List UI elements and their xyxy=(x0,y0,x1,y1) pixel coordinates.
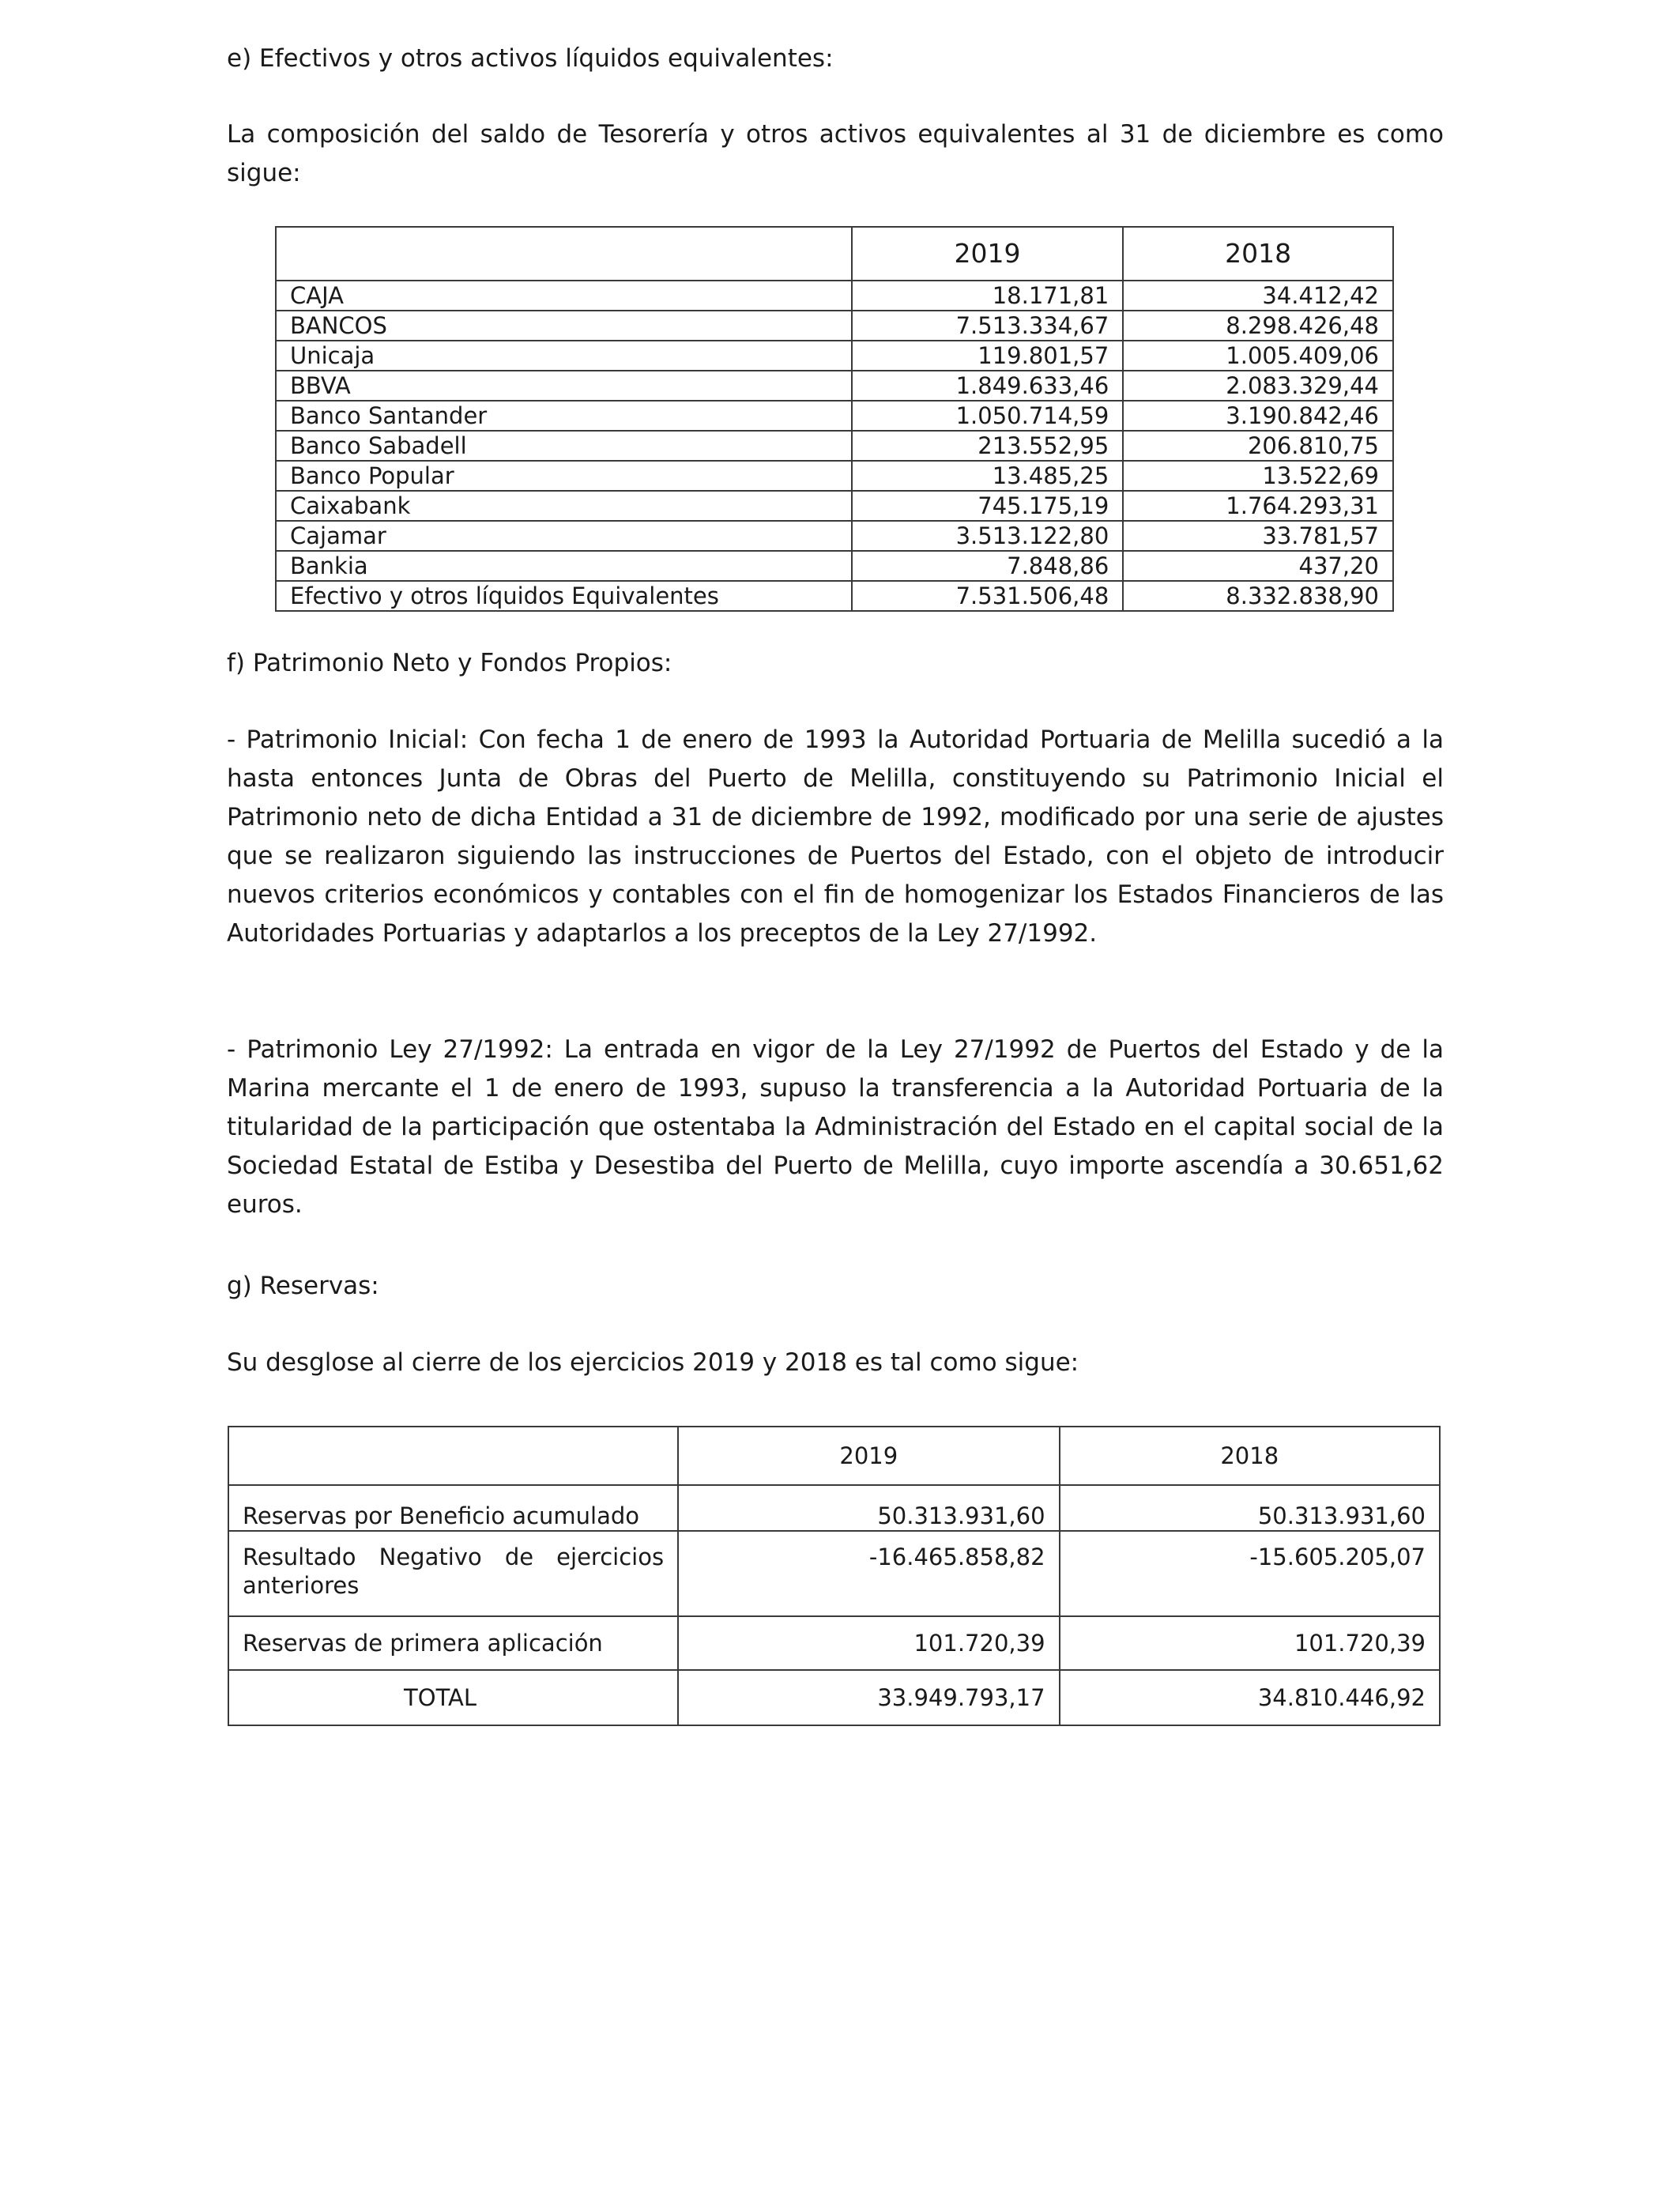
header-cell-2019: 2019 xyxy=(678,1427,1059,1485)
section-g-heading: g) Reservas: xyxy=(227,1272,379,1300)
table-row xyxy=(276,401,1393,431)
value-2018: 437,20 xyxy=(1123,551,1393,581)
value-2018: 34.412,42 xyxy=(1123,281,1393,311)
value-2018: 2.083.329,44 xyxy=(1123,371,1393,401)
value-2018: 206.810,75 xyxy=(1123,431,1393,461)
table-header-row xyxy=(228,1427,1440,1485)
value-2018: 1.005.409,06 xyxy=(1123,341,1393,371)
total-row xyxy=(228,1670,1440,1725)
value-2019: 1.050.714,59 xyxy=(852,401,1124,431)
section-g-intro: Su desglose al cierre de los ejercicios 2019 y 2018 es tal como sigue: xyxy=(227,1348,1079,1377)
row-label: Bankia xyxy=(276,551,852,581)
value-2018: 8.332.838,90 xyxy=(1123,581,1393,611)
value-2019: 7.531.506,48 xyxy=(852,581,1124,611)
table-row xyxy=(276,461,1393,491)
value-2019: 745.175,19 xyxy=(852,491,1124,521)
value-2018: 50.313.931,60 xyxy=(1060,1485,1440,1531)
table-row xyxy=(276,311,1393,341)
row-label: Reservas de primera aplicación xyxy=(228,1616,678,1670)
table-row xyxy=(228,1531,1440,1616)
table-row xyxy=(276,491,1393,521)
row-label: TOTAL xyxy=(228,1670,678,1725)
row-label: BBVA xyxy=(276,371,852,401)
value-2019: 7.513.334,67 xyxy=(852,311,1124,341)
row-label: Banco Sabadell xyxy=(276,431,852,461)
row-label: Cajamar xyxy=(276,521,852,551)
section-f-paragraph-1: - Patrimonio Inicial: Con fecha 1 de enero de 1993 la Autoridad Portuaria de Melilla sucedió a la hasta entonces Junta de Obras del Puerto de Melilla, constituyendo su Patrimonio Inicial el Patrimonio neto de dicha Entidad a 31 de diciembre de 1992, modificado por una serie de ajustes que se realizaron siguiendo las instrucciones de Puertos del Estado, con el objeto de introducir nuevos criterios económicos y contables con el fin de homogenizar los Estados Financieros de las Autoridades Portuarias y adaptarlos a los preceptos de la Ley 27/1992. xyxy=(227,726,1444,948)
value-2019: 1.849.633,46 xyxy=(852,371,1124,401)
header-cell-2018: 2018 xyxy=(1123,227,1393,281)
value-2018: -15.605.205,07 xyxy=(1060,1531,1440,1616)
table-row xyxy=(276,281,1393,311)
section-e-intro: La composición del saldo de Tesorería y otros activos equivalentes al 31 de diciembre es como sigue: xyxy=(227,120,1444,187)
reserves-table xyxy=(228,1426,1441,1726)
row-label: BANCOS xyxy=(276,311,852,341)
value-2019: 50.313.931,60 xyxy=(678,1485,1059,1531)
cash-composition-table xyxy=(275,226,1394,612)
header-cell-2019: 2019 xyxy=(852,227,1124,281)
value-2019: 101.720,39 xyxy=(678,1616,1059,1670)
row-label: Unicaja xyxy=(276,341,852,371)
table-row xyxy=(276,341,1393,371)
value-2019: -16.465.858,82 xyxy=(678,1531,1059,1616)
value-2018: 13.522,69 xyxy=(1123,461,1393,491)
value-2019: 7.848,86 xyxy=(852,551,1124,581)
value-2018: 101.720,39 xyxy=(1060,1616,1440,1670)
row-label: Efectivo y otros líquidos Equivalentes xyxy=(276,581,852,611)
value-2019: 33.949.793,17 xyxy=(678,1670,1059,1725)
row-label: Banco Santander xyxy=(276,401,852,431)
header-cell-empty xyxy=(228,1427,678,1485)
row-label: Caixabank xyxy=(276,491,852,521)
header-cell-2018: 2018 xyxy=(1060,1427,1440,1485)
value-2018: 34.810.446,92 xyxy=(1060,1670,1440,1725)
value-2019: 18.171,81 xyxy=(852,281,1124,311)
section-f-heading: f) Patrimonio Neto y Fondos Propios: xyxy=(227,649,672,677)
row-label: Resultado Negativo de ejercicios anteriores xyxy=(228,1531,678,1616)
value-2018: 8.298.426,48 xyxy=(1123,311,1393,341)
value-2018: 3.190.842,46 xyxy=(1123,401,1393,431)
table-row xyxy=(228,1616,1440,1670)
table-row xyxy=(276,371,1393,401)
total-row xyxy=(276,581,1393,611)
row-label: Reservas por Beneficio acumulado xyxy=(228,1485,678,1531)
row-label: CAJA xyxy=(276,281,852,311)
table-row xyxy=(276,431,1393,461)
row-label: Banco Popular xyxy=(276,461,852,491)
value-2019: 119.801,57 xyxy=(852,341,1124,371)
value-2018: 33.781,57 xyxy=(1123,521,1393,551)
value-2019: 3.513.122,80 xyxy=(852,521,1124,551)
value-2018: 1.764.293,31 xyxy=(1123,491,1393,521)
section-e-heading: e) Efectivos y otros activos líquidos equivalentes: xyxy=(227,44,834,73)
header-cell-empty xyxy=(276,227,852,281)
table-row xyxy=(276,521,1393,551)
table-header-row xyxy=(276,227,1393,281)
value-2019: 213.552,95 xyxy=(852,431,1124,461)
section-f-paragraph-2: - Patrimonio Ley 27/1992: La entrada en vigor de la Ley 27/1992 de Puertos del Estado y de la Marina mercante el 1 de enero de 1993, supuso la transferencia a la Autoridad Portuaria de la titularidad de la participación que ostentaba la Administración del Estado en el capital social de la Sociedad Estatal de Estiba y Desestiba del Puerto de Melilla, cuyo importe ascendía a 30.651,62 euros. xyxy=(227,1035,1444,1219)
value-2019: 13.485,25 xyxy=(852,461,1124,491)
table-row xyxy=(228,1485,1440,1531)
table-row xyxy=(276,551,1393,581)
